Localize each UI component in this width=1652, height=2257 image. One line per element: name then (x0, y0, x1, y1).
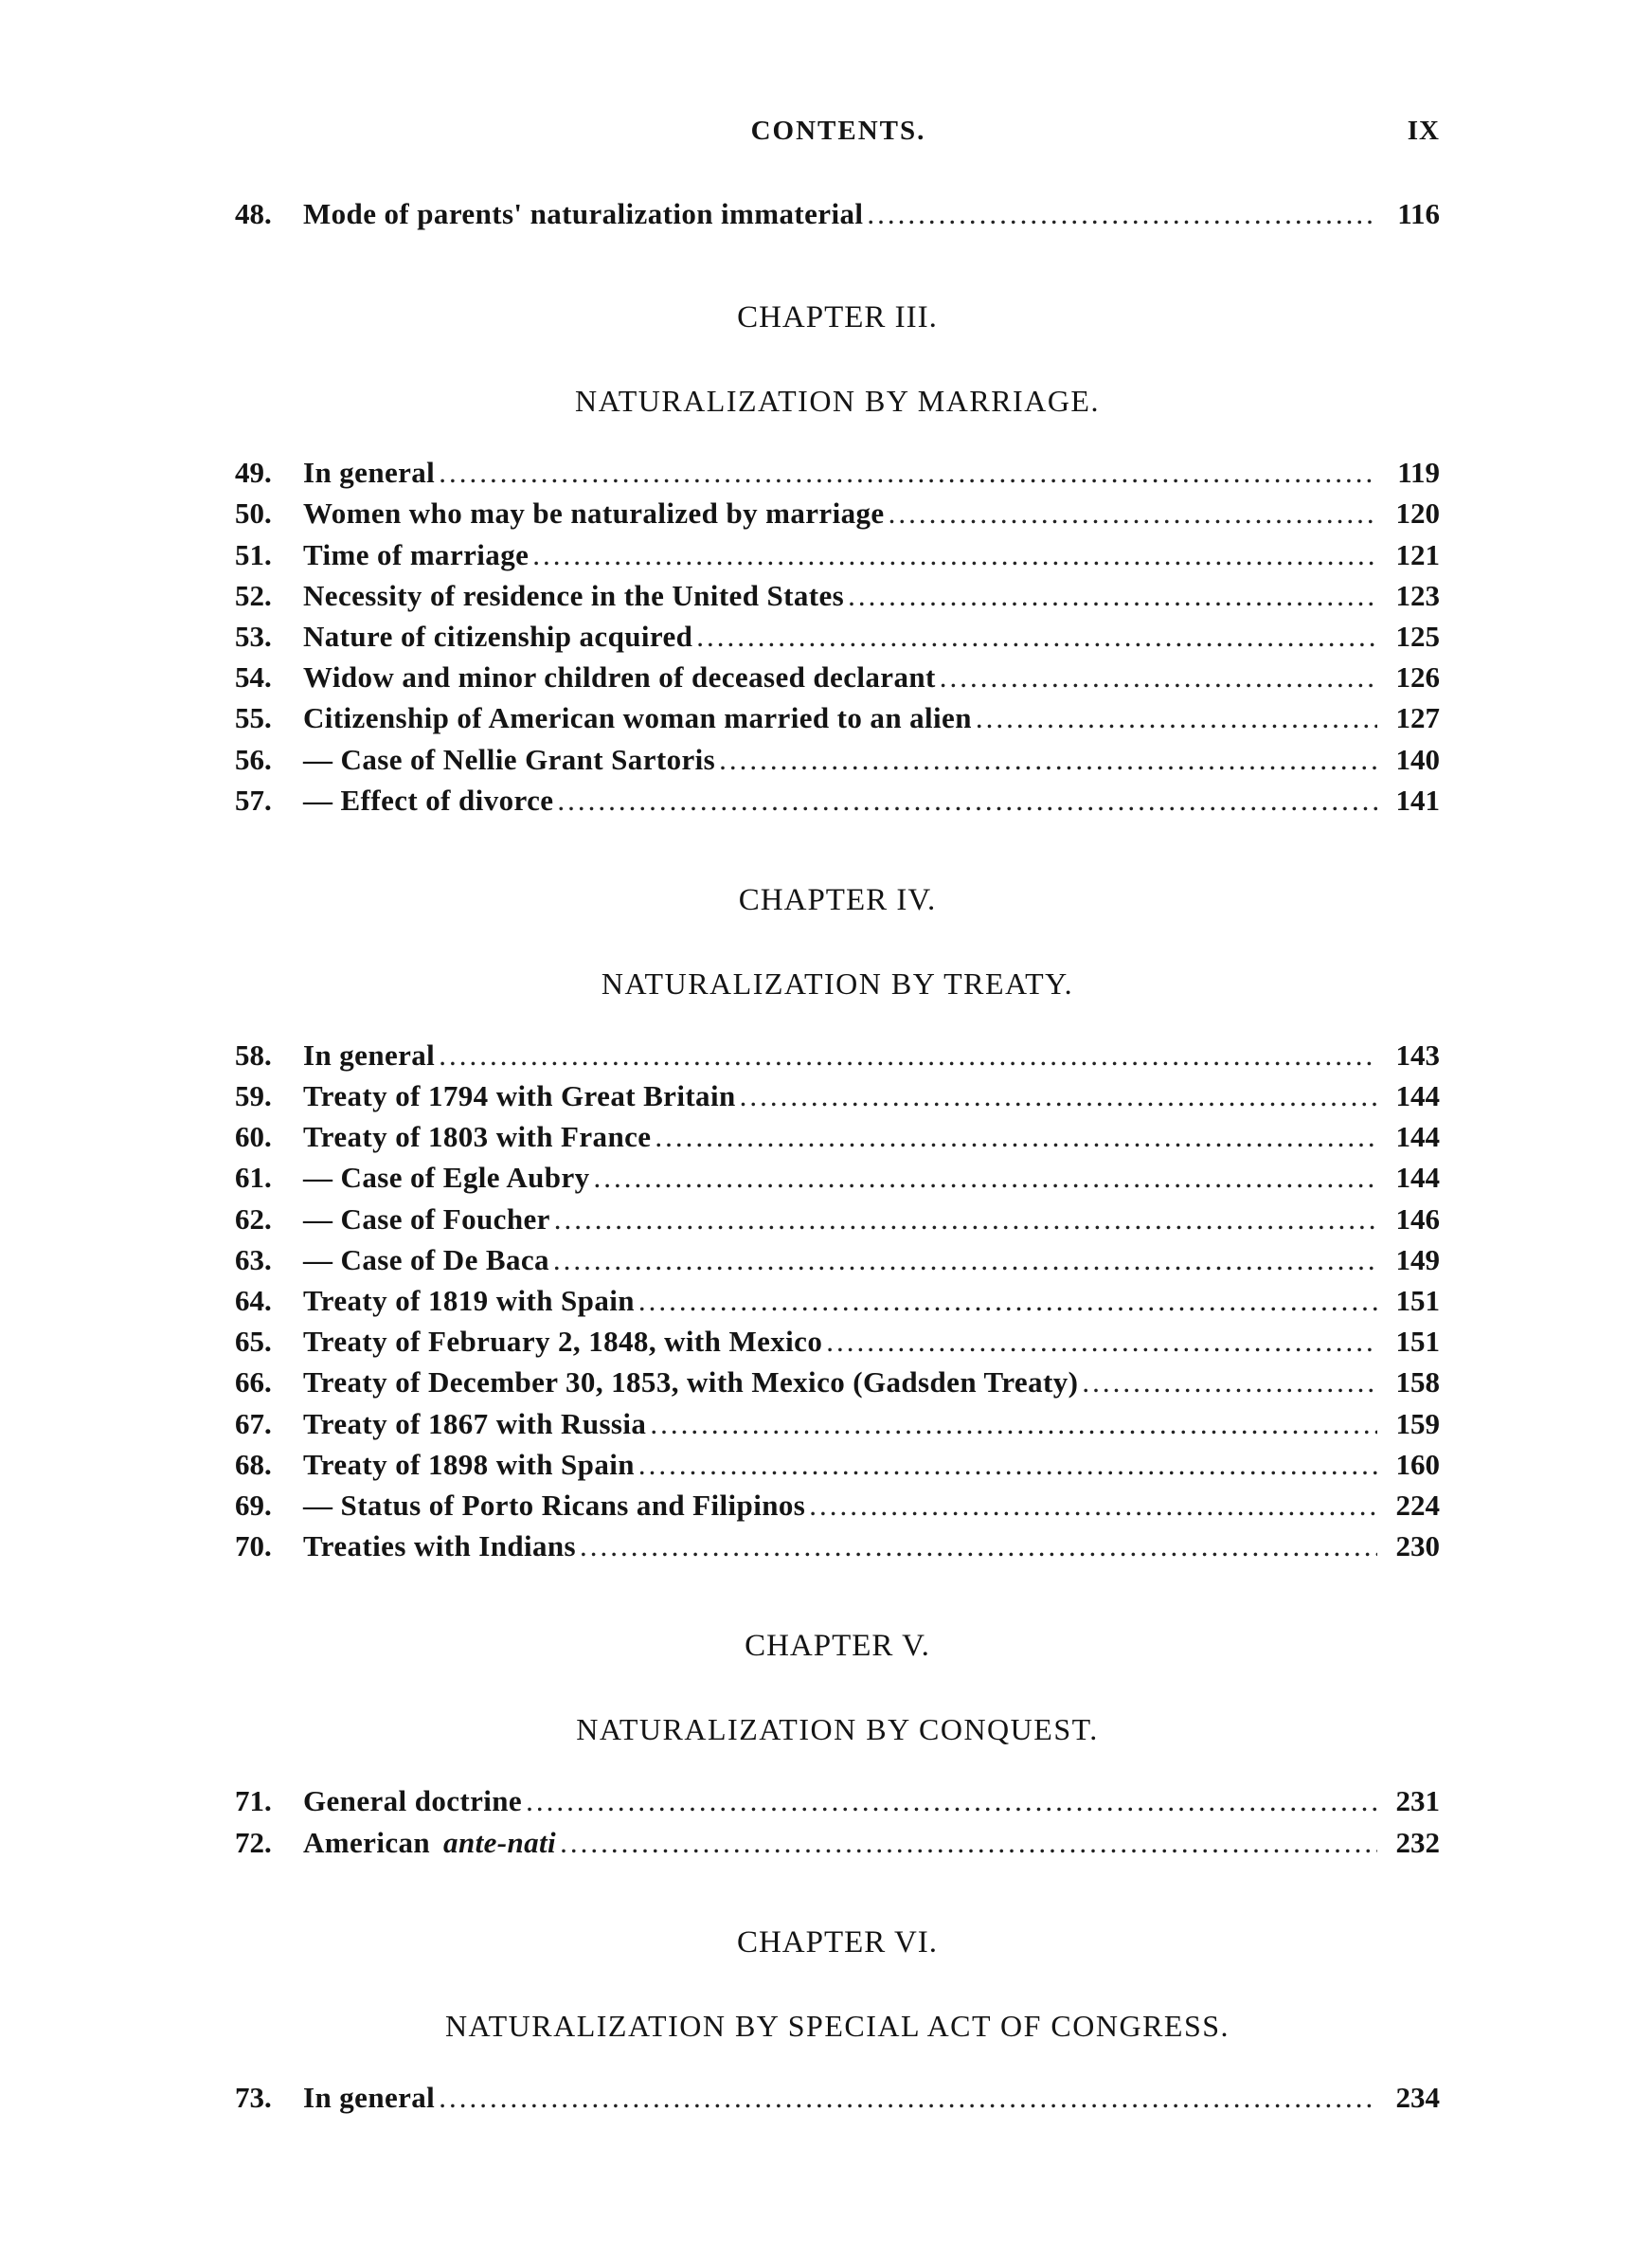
entry-title: Treaty of December 30, 1853, with Mexico (Gadsden Treaty) (303, 1365, 1079, 1399)
toc-entry (235, 1202, 1440, 1243)
entry-title: — Case of De Baca (303, 1242, 549, 1276)
entry-page: 143 (1395, 1038, 1440, 1072)
entry-page: 120 (1395, 497, 1440, 531)
entry-number: 70. (235, 1529, 272, 1563)
entry-page: 160 (1395, 1447, 1440, 1481)
toc-entry (235, 538, 1440, 579)
entry-number: 72. (235, 1825, 272, 1859)
toc-entry (235, 1120, 1440, 1161)
entry-title-italic: ante-nati (443, 1825, 557, 1859)
entry-number: 67. (235, 1406, 272, 1440)
chapter-title: NATURALIZATION BY MARRIAGE. (575, 384, 1100, 419)
dot-leader (560, 1826, 1377, 1860)
entry-number: 54. (235, 660, 272, 695)
entry-title: Treaty of 1803 with France (303, 1120, 652, 1154)
entry-page: 123 (1395, 578, 1440, 612)
toc-entry (235, 1784, 1440, 1825)
entry-title: Treaty of 1898 with Spain (303, 1447, 635, 1481)
toc-entry (235, 1161, 1440, 1201)
entry-title: — Status of Porto Ricans and Filipinos (303, 1488, 806, 1522)
dot-leader (557, 784, 1377, 818)
toc-entry (235, 1284, 1440, 1325)
entry-page: 158 (1395, 1365, 1440, 1399)
entry-page: 231 (1395, 1784, 1440, 1818)
dot-leader (439, 2081, 1377, 2115)
chapter-title: NATURALIZATION BY CONQUEST. (576, 1712, 1099, 1747)
entry-title: Necessity of residence in the United States (303, 578, 845, 612)
dot-leader (638, 1284, 1377, 1318)
toc-entry (235, 743, 1440, 784)
entry-number: 66. (235, 1365, 272, 1399)
entry-number: 69. (235, 1488, 272, 1522)
contents-body (235, 197, 1440, 2122)
dot-leader (638, 1448, 1377, 1482)
entry-page: 116 (1397, 197, 1440, 230)
entry-page: 151 (1395, 1284, 1440, 1317)
dot-leader (594, 1161, 1378, 1195)
dot-leader (867, 197, 1377, 231)
entry-title: Treaty of February 2, 1848, with Mexico (303, 1325, 823, 1359)
running-title: CONTENTS. (750, 116, 926, 146)
dot-leader (580, 1529, 1377, 1563)
running-head (237, 116, 1440, 153)
toc-entry (235, 579, 1440, 620)
entry-number: 53. (235, 619, 272, 653)
entry-page: 232 (1395, 1825, 1440, 1859)
entry-number: 63. (235, 1242, 272, 1276)
entry-page: 144 (1395, 1161, 1440, 1195)
chapter-title: NATURALIZATION BY SPECIAL ACT OF CONGRESS. (444, 2008, 1230, 2043)
chapter-heading: CHAPTER III. (737, 300, 938, 335)
dot-leader (976, 701, 1377, 735)
entry-title: In general (303, 456, 436, 490)
dot-leader (532, 538, 1377, 572)
entry-title: Nature of citizenship acquired (303, 619, 693, 653)
entry-title: Treaty of 1867 with Russia (303, 1406, 647, 1440)
entry-page: 126 (1395, 660, 1440, 695)
entry-number: 61. (235, 1161, 272, 1195)
entry-page: 234 (1395, 2080, 1440, 2114)
toc-entry (235, 1365, 1440, 1406)
dot-leader (439, 456, 1377, 490)
page-number: IX (1407, 116, 1440, 146)
toc-entry (235, 1826, 1440, 1867)
entry-number: 50. (235, 497, 272, 531)
entry-number: 52. (235, 578, 272, 612)
toc-entry (235, 1489, 1440, 1529)
dot-leader (553, 1243, 1377, 1277)
entry-page: 125 (1395, 619, 1440, 653)
entry-page: 144 (1395, 1120, 1440, 1154)
toc-entry (235, 620, 1440, 660)
entry-number: 58. (235, 1038, 272, 1072)
chapter-heading: CHAPTER VI. (736, 1924, 939, 1959)
chapter-heading: CHAPTER V. (745, 1629, 930, 1664)
entry-number: 51. (235, 537, 272, 571)
toc-entry (235, 2081, 1440, 2122)
entry-title: Treaty of 1794 with Great Britain (303, 1079, 736, 1113)
entry-title: Women who may be naturalized by marriage (303, 497, 885, 531)
entry-title: General doctrine (303, 1784, 523, 1818)
dot-leader (719, 743, 1377, 777)
entry-page: 224 (1395, 1488, 1440, 1522)
entry-page: 149 (1395, 1242, 1440, 1276)
entry-page: 121 (1395, 537, 1440, 571)
chapter-heading: CHAPTER IV. (738, 882, 937, 917)
dot-leader (439, 1038, 1377, 1073)
entry-number: 55. (235, 701, 272, 735)
entry-number: 59. (235, 1079, 272, 1113)
entry-title: In general (303, 1038, 436, 1072)
toc-entry (235, 1448, 1440, 1489)
entry-number: 64. (235, 1284, 272, 1317)
entry-page: 144 (1395, 1079, 1440, 1113)
entry-page: 159 (1395, 1406, 1440, 1440)
entry-title: In general (303, 2080, 436, 2114)
dot-leader (740, 1079, 1377, 1113)
entry-number: 73. (235, 2080, 272, 2114)
entry-number: 62. (235, 1201, 272, 1236)
entry-page: 119 (1397, 456, 1440, 490)
dot-leader (554, 1202, 1377, 1237)
toc-entry (235, 1529, 1440, 1570)
dot-leader (650, 1407, 1377, 1441)
dot-leader (655, 1120, 1377, 1154)
entry-number: 60. (235, 1120, 272, 1154)
toc-entry (235, 1038, 1440, 1079)
entry-number: 65. (235, 1325, 272, 1359)
dot-leader (696, 620, 1377, 654)
entry-page: 127 (1395, 701, 1440, 735)
entry-title: Time of marriage (303, 537, 530, 571)
entry-page: 151 (1395, 1325, 1440, 1359)
entry-title: Citizenship of American woman married to an alien (303, 701, 972, 735)
chapter-title: NATURALIZATION BY TREATY. (601, 966, 1074, 1001)
entry-number: 57. (235, 783, 272, 817)
entry-page: 140 (1395, 742, 1440, 776)
entry-title: American (303, 1825, 431, 1859)
toc-entry (235, 1325, 1440, 1365)
dot-leader (940, 660, 1377, 695)
toc-entry (235, 660, 1440, 701)
entry-title: — Effect of divorce (303, 783, 554, 817)
entry-title: — Case of Egle Aubry (303, 1161, 590, 1195)
toc-entry (235, 1243, 1440, 1284)
dot-leader (889, 497, 1377, 531)
toc-entry (235, 701, 1440, 742)
dot-leader (848, 579, 1377, 613)
entry-title: Widow and minor children of deceased declarant (303, 660, 936, 695)
entry-number: 56. (235, 742, 272, 776)
toc-entry (235, 497, 1440, 537)
dot-leader (526, 1784, 1377, 1818)
entry-title: Treaties with Indians (303, 1529, 577, 1563)
dot-leader (809, 1489, 1377, 1523)
entry-number: 49. (235, 456, 272, 490)
entry-page: 146 (1395, 1201, 1440, 1236)
entry-page: 141 (1395, 783, 1440, 817)
toc-entry (235, 456, 1440, 497)
toc-entry (235, 1407, 1440, 1448)
dot-leader (826, 1325, 1377, 1359)
entry-number: 71. (235, 1784, 272, 1818)
entry-title: — Case of Nellie Grant Sartoris (303, 742, 716, 776)
dot-leader (1082, 1365, 1377, 1399)
entry-page: 230 (1395, 1529, 1440, 1563)
entry-title: Treaty of 1819 with Spain (303, 1284, 635, 1317)
entry-title: Mode of parents' naturalization immaterial (303, 197, 864, 230)
entry-title: — Case of Foucher (303, 1201, 550, 1236)
toc-entry (235, 197, 1440, 238)
entry-number: 48. (235, 197, 272, 230)
toc-entry (235, 1079, 1440, 1120)
toc-entry (235, 784, 1440, 824)
entry-number: 68. (235, 1447, 272, 1481)
